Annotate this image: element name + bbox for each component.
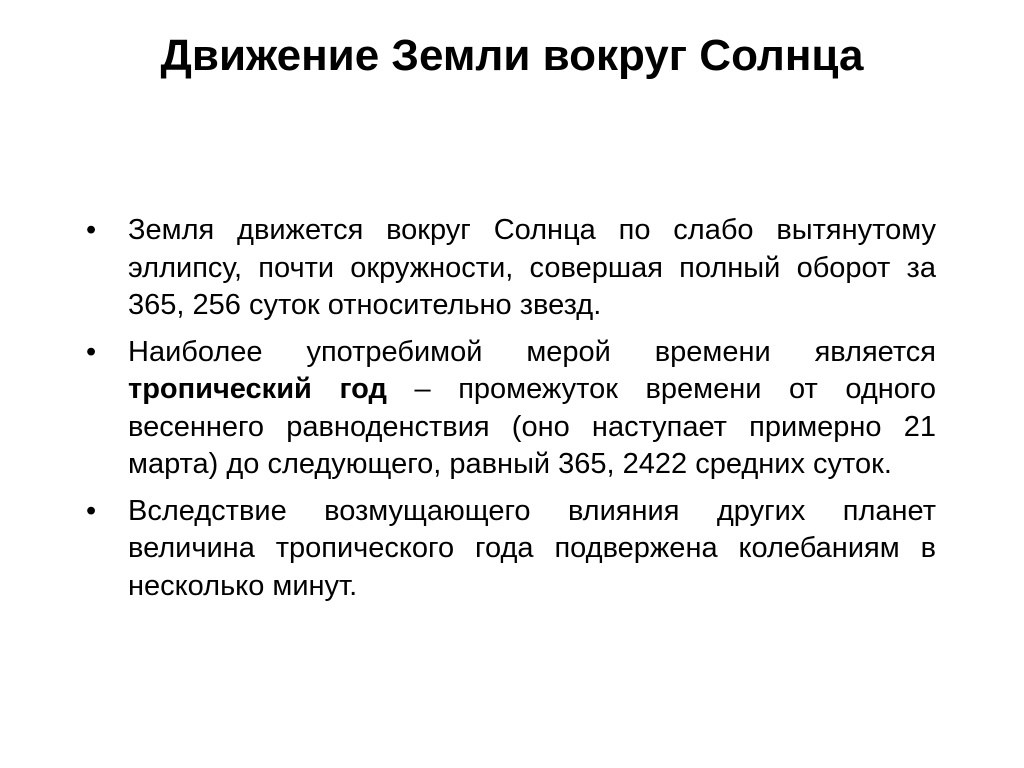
bullet-text-3: Вследствие возмущающего влияния других планет величина тропического года подвержена колебаниям в несколько минут. (128, 494, 936, 602)
bullet-text-2-before: Наиболее употребимой мерой времени является (128, 335, 936, 368)
bullet-item-3 (86, 493, 936, 606)
bullet-icon: • (86, 214, 97, 246)
bullet-list (86, 212, 936, 614)
bullet-item-1 (86, 212, 936, 325)
bullet-text-2-term: тропический год (128, 373, 387, 405)
bullet-text-1: Земля движется вокруг Солнца по слабо вытянутому эллипсу, почти окружности, совершая полный оборот за 365, 256 суток относительно звезд. (128, 214, 936, 321)
bullet-text-2-after: – промежуток времени от одного весеннего равноденствия (оно наступает примерно 21 марта) до следующего, равный 365, 2422 средних суток. (128, 373, 936, 480)
bullet-icon: • (86, 494, 97, 527)
bullet-icon: • (86, 335, 97, 368)
bullet-item-2 (86, 334, 936, 484)
slide-title: Движение Земли вокруг Солнца (160, 31, 864, 80)
